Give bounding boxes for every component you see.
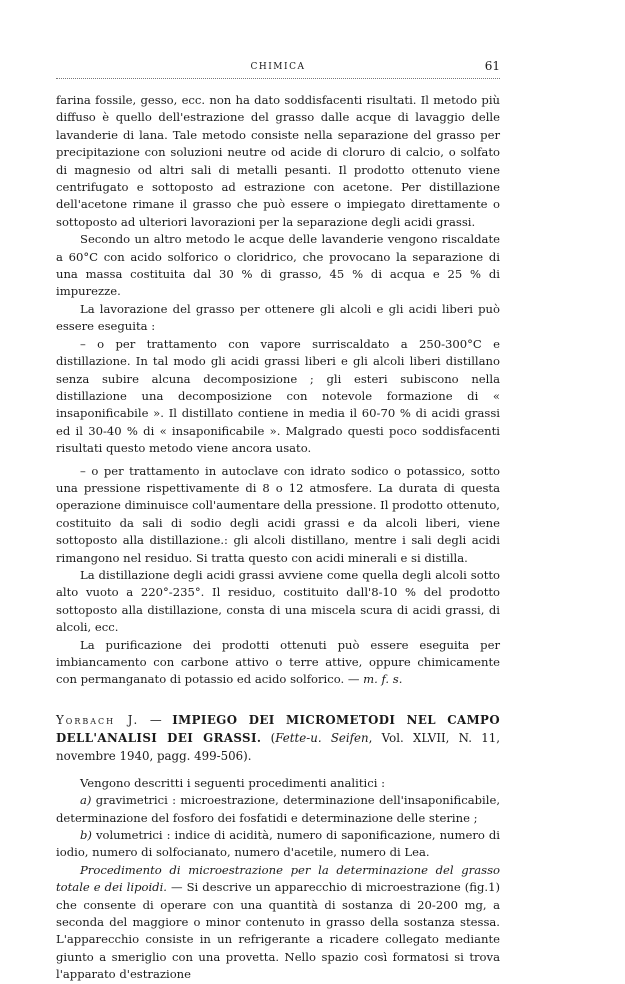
list-text: gravimetrici : microestrazione, determinazione dell'insaponificabile, determinazione del fosforo dei fosfatidi e determinazione delle sterine ; [56,793,500,825]
heading-dash: — [139,712,173,727]
list-item-b [56,827,500,862]
paragraph: farina fossile, gesso, ecc. non ha dato soddisfacenti risultati. Il metodo più diffuso è quello dell'estrazione del grasso dalle acque di lavaggio delle lavanderie di lana. Tale metodo consiste nella separazione del grasso per precipitazione con soluzioni neutre od acide di cloruro di calcio, o solfato di magnesio od altri sali di metalli pesanti. Il prodotto ottenuto viene centrifugato e sottoposto ad estrazione con acetone. Per distillazione dell'acetone rimane il grasso che può essere o impiegato direttamente o sottoposto ad ulteriori lavorazioni per la separazione degli acidi grassi. [56,93,500,229]
journal-citation: , Vol. XLVII, N. 11, novembre 1940, pagg. 499-506). [56,730,501,763]
list-item-a [56,792,500,827]
paragraph: Vengono descritti i seguenti procedimenti analitici : [80,775,385,790]
paragraph-text: — Si descrive un apparecchio di microestrazione (fig.1) che consente di operare con una quantità di sostanza di 20-200 mg, a seconda del maggiore o minor contenuto in grasso della sostanza stessa. L'apparecchio consiste in un refrigerante a ricadere collegato mediante giunto a smeriglio con una provetta. Nello spazio così formatosi si trova l'apparato d'estrazione [56,880,500,982]
section-heading: Procedimento di microestrazione per la determinazione del grasso totale e dei lipoidi. [56,862,500,895]
page-number: 61 [484,59,500,73]
paragraph: La lavorazione del grasso per ottenere gli alcoli e gli acidi liberi può essere eseguita : [56,301,500,334]
paragraph: Secondo un altro metodo le acque delle lavanderie vengono riscaldate a 60°C con acido solforico o cloridrico, che provocano la separazione di una massa costituita dal 30 % di grasso, 45 % di acqua e 25 % di impurezze. [56,232,500,299]
article-author: Yorbach J. [56,712,140,727]
paragraph: – o per trattamento con vapore surriscaldato a 250-300°C e distillazione. In tal modo gli acidi grassi liberi e gli alcoli liberi distillano senza subire alcuna decomposizione ; gli esteri subiscono nella distillazione una decomposizione con notevole formazione di « insaponificabile ». Il distillato contiene in media il 60-70 % di acidi grassi ed il 30-40 % di « insaponificabile ». Malgrado questi poco soddisfacenti risultati questo metodo viene ancora usato. [56,336,500,456]
journal-name: Fette-u. Seifen [275,730,369,745]
paragraph: – o per trattamento in autoclave con idrato sodico o potassico, sotto una pressione rispettivamente di 8 o 12 atmosfere. La durata di questa operazione diminuisce coll'aumentare della pressione. Il prodotto ottenuto, costituito da sali di sodio degli acidi grassi e da alcoli liberi, viene sottoposto alla distillazione.: gli alcoli distillano, mentre i sali degli acidi rimangono nel residuo. Si tratta questo con acidi minerali e si distilla. [56,463,500,565]
article-body [56,92,500,984]
article-heading [56,711,500,765]
paragraph [56,862,500,984]
paragraph-text: La purificazione dei prodotti ottenuti può essere eseguita per imbiancamento con carbone attivo o terre attive, oppure chimicamente con permanganato di potassio ed acido solforico. — [56,637,500,687]
journal-paren: ( [261,730,276,745]
author-signature: m. f. s. [363,672,403,687]
paragraph: La distillazione degli acidi grassi avviene come quella degli alcoli sotto alto vuoto a 220°-235°. Il residuo, costituito dall'8-10 % del prodotto sottoposto alla distillazione, consta di una miscela scura di acidi grassi, di alcoli, ecc. [56,567,500,635]
header-rule [56,78,500,79]
article-title: IMPIEGO DEI MICROMETODI NEL CAMPO DELL'ANALISI DEI GRASSI. [56,712,501,745]
paragraph [56,637,500,689]
list-label: b) [80,828,92,843]
running-head [56,60,500,76]
list-label: a) [80,793,92,808]
running-head-title: CHIMICA [250,62,306,72]
list-text: volumetrici : indice di acidità, numero di saponificazione, numero di iodio, numero di solfocianato, numero d'acetile, numero di Lea. [56,828,500,860]
